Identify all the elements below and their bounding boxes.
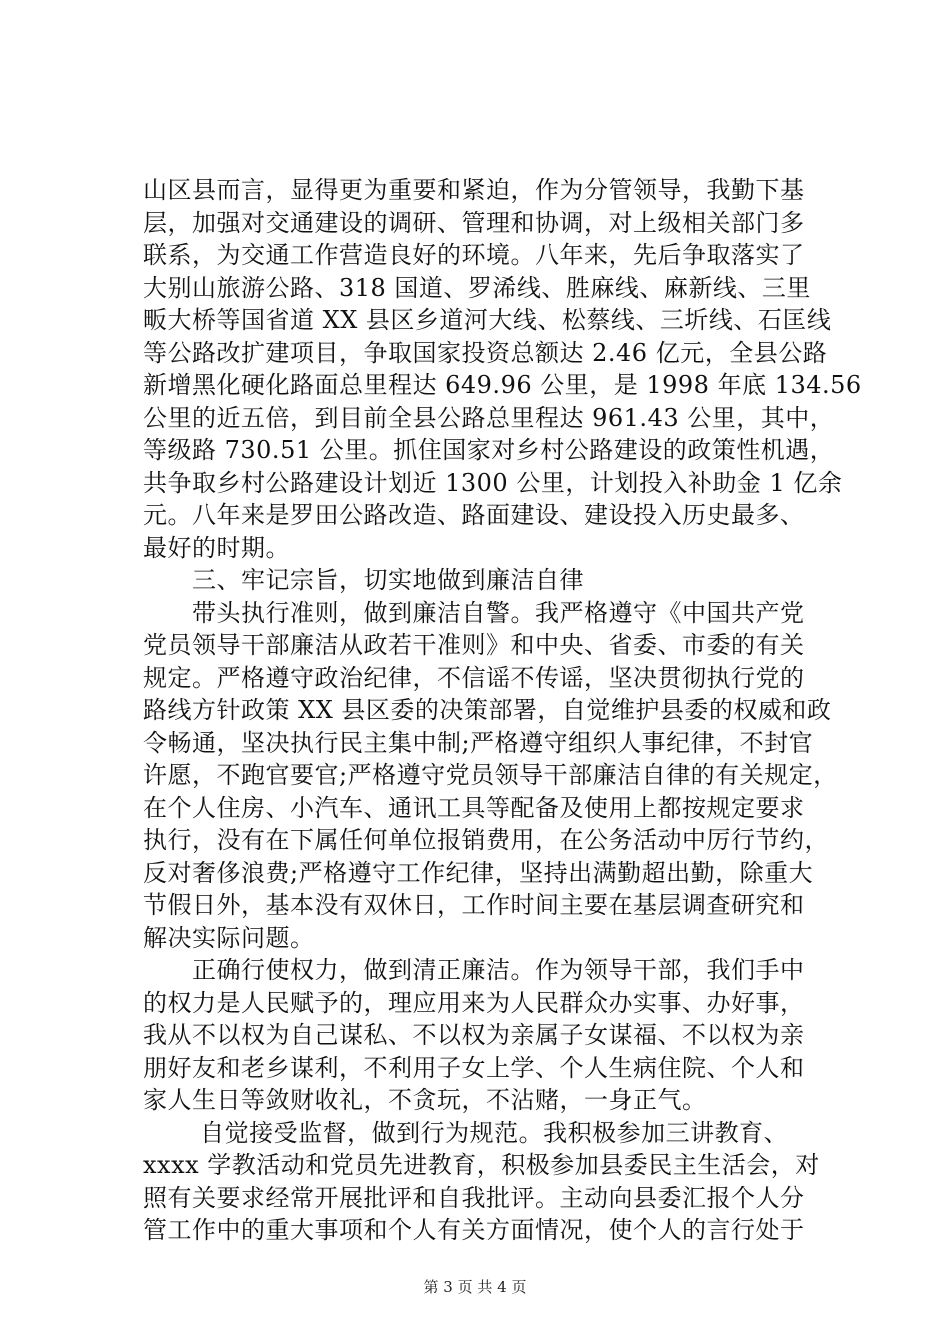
text-line: 家人生日等敛财收礼，不贪玩，不沾赌，一身正气。 bbox=[143, 1086, 707, 1114]
text-line: 公里的近五倍，到目前全县公路总里程达 961.43 公里，其中， bbox=[143, 403, 835, 432]
text-line: 最好的时期。 bbox=[143, 533, 290, 562]
text-line: 路线方针政策 XX 县区委的决策部署，自觉维护县委的权威和政 bbox=[143, 696, 832, 724]
text-line: 联系，为交通工作营造良好的环境。八年来，先后争取落实了 bbox=[143, 241, 805, 269]
text-line: 执行，没有在下属任何单位报销费用，在公务活动中厉行节约， bbox=[143, 826, 829, 854]
text-line: 在个人住房、小汽车、通讯工具等配备及使用上都按规定要求 bbox=[143, 793, 805, 822]
text-line: 带头执行准则，做到廉洁自警。我严格遵守《中国共产党 bbox=[143, 598, 805, 627]
text-line: 共争取乡村公路建设计划近 1300 公里，计划投入补助金 1 亿余 bbox=[143, 468, 843, 497]
text-line: 大别山旅游公路、318 国道、罗浠线、胜麻线、麻新线、三里 bbox=[143, 273, 811, 302]
text-line: 反对奢侈浪费;严格遵守工作纪律，坚持出满勤超出勤，除重大 bbox=[143, 858, 814, 887]
text-line: 令畅通，坚决执行民主集中制;严格遵守组织人事纪律，不封官 bbox=[143, 728, 814, 757]
section-heading: 三、牢记宗旨，切实地做到廉洁自律 bbox=[143, 566, 584, 594]
text-line: 自觉接受监督，做到行为规范。我积极参加三讲教育、 bbox=[143, 1118, 789, 1147]
text-line: 管工作中的重大事项和个人有关方面情况，使个人的言行处于 bbox=[143, 1216, 805, 1244]
page-footer: 第 3 页 共 4 页 bbox=[423, 1278, 527, 1296]
text-line: 解决实际问题。 bbox=[143, 923, 315, 952]
text-line: 的权力是人民赋予的，理应用来为人民群众办实事、办好事， bbox=[143, 988, 805, 1017]
text-line: 规定。严格遵守政治纪律，不信谣不传谣，坚决贯彻执行党的 bbox=[143, 663, 805, 692]
text-line: 新增黑化硬化路面总里程达 649.96 公里，是 1998 年底 134.56 bbox=[143, 371, 862, 399]
text-line: 等公路改扩建项目，争取国家投资总额达 2.46 亿元，全县公路 bbox=[143, 338, 828, 367]
text-line: 山区县而言，显得更为重要和紧迫，作为分管领导，我勤下基 bbox=[143, 176, 805, 204]
text-line: 层，加强对交通建设的调研、管理和协调，对上级相关部门多 bbox=[143, 208, 805, 237]
text-line: 正确行使权力，做到清正廉洁。作为领导干部，我们手中 bbox=[143, 956, 805, 984]
text-line: 畈大桥等国省道 XX 县区乡道河大线、松蔡线、三圻线、石匡线 bbox=[143, 306, 832, 334]
text-line: 元。八年来是罗田公路改造、路面建设、建设投入历史最多、 bbox=[143, 501, 805, 529]
text-line: 许愿，不跑官要官;严格遵守党员领导干部廉洁自律的有关规定， bbox=[143, 761, 838, 789]
text-line: 等级路 730.51 公里。抓住国家对乡村公路建设的政策性机遇， bbox=[143, 436, 835, 464]
document-body bbox=[143, 174, 862, 1247]
text-line: 党员领导干部廉洁从政若干准则》和中央、省委、市委的有关 bbox=[143, 631, 805, 659]
text-line: 朋好友和老乡谋利，不利用子女上学、个人生病住院、个人和 bbox=[143, 1053, 805, 1082]
text-line: xxxx 学教活动和党员先进教育，积极参加县委民主生活会，对 bbox=[143, 1151, 820, 1179]
text-line: 我从不以权为自己谋私、不以权为亲属子女谋福、不以权为亲 bbox=[143, 1021, 805, 1049]
text-line: 节假日外，基本没有双休日，工作时间主要在基层调查研究和 bbox=[143, 891, 805, 919]
text-line: 照有关要求经常开展批评和自我批评。主动向县委汇报个人分 bbox=[143, 1183, 805, 1212]
